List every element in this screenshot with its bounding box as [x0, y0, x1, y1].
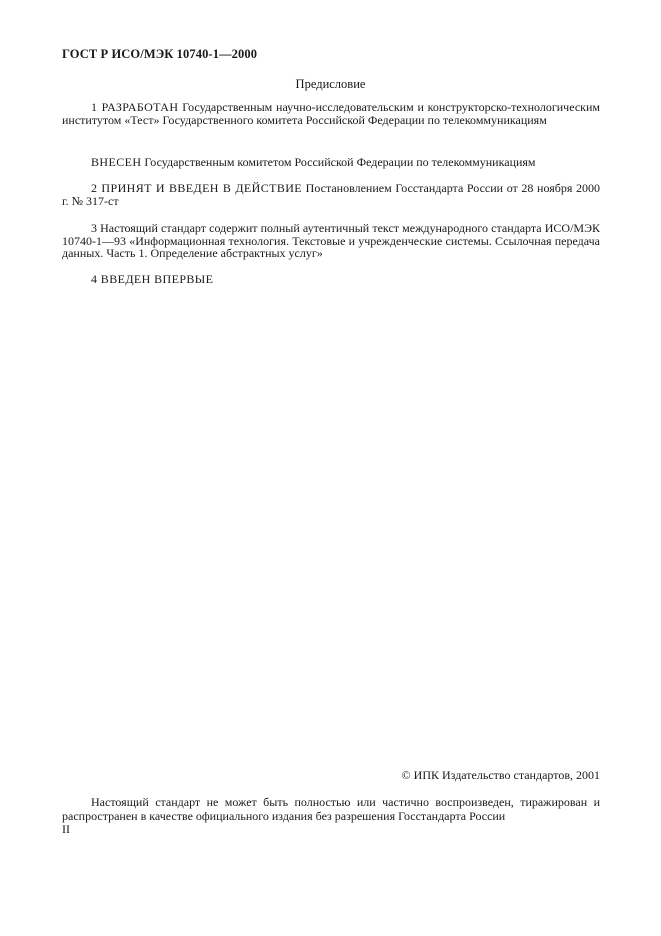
paragraph-lead: 1 РАЗРАБОТАН	[91, 100, 179, 114]
reproduction-notice: Настоящий стандарт не может быть полностью или частично воспроизведен, тиражирован и распространен в качестве официального издания без разрешения Госстандарта России	[62, 795, 600, 823]
standard-code-header: ГОСТ Р ИСО/МЭК 10740-1—2000	[62, 47, 258, 61]
paragraph-content	[62, 222, 600, 260]
paragraph-adopted	[62, 182, 600, 207]
copyright-line: © ИПК Издательство стандартов, 2001	[401, 768, 600, 782]
paragraph-lead: ВНЕСЕН	[91, 155, 142, 169]
paragraph-introduced-by	[62, 156, 600, 169]
foreword-title: Предисловие	[295, 77, 366, 91]
page-number: II	[62, 822, 70, 836]
paragraph-developed	[62, 101, 600, 126]
paragraph-first-introduced	[62, 273, 600, 286]
paragraph-text: Государственным комитетом Российской Федерации по телекоммуникациям	[141, 155, 536, 169]
paragraph-text: Постановлением Госстандарта России от 28 ноября 2000 г. № 317-ст	[62, 181, 600, 208]
paragraph-lead: 4 ВВЕДЕН ВПЕРВЫЕ	[91, 272, 214, 286]
paragraph-lead: 2 ПРИНЯТ И ВВЕДЕН В ДЕЙСТВИЕ	[91, 181, 303, 195]
paragraph-lead: 3	[91, 221, 97, 235]
paragraph-text: Настоящий стандарт содержит полный аутентичный текст международного стандарта ИСО/МЭК 10740-1—93 «Информационная технология. Текстовые и учрежденческие системы. Ссылочная передача данных. Часть 1. Определение абстрактных услуг»	[62, 221, 600, 261]
paragraph-text: Государственным научно-исследовательским и конструкторско-технологическим институтом «Тест» Государственного комитета Российской Федерации по телекоммуникациям	[62, 100, 601, 127]
